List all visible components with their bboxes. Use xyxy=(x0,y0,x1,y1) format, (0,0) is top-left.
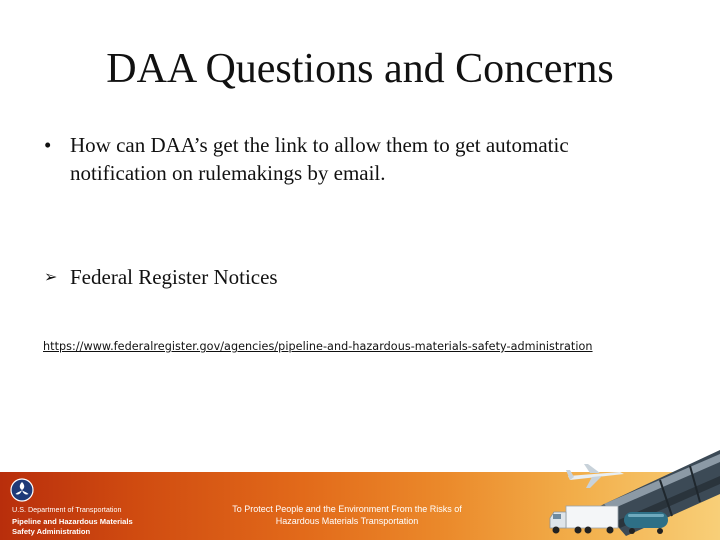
tagline-line-2: Hazardous Materials Transportation xyxy=(275,516,419,526)
bullet-item xyxy=(44,131,664,187)
airplane-icon xyxy=(566,464,624,488)
transportation-artwork xyxy=(540,436,720,540)
phmsa-name xyxy=(12,517,182,536)
phmsa-line-2: Safety Administration xyxy=(12,526,91,536)
arrow-bullet-icon: ➢ xyxy=(44,267,58,286)
dot-triskelion-icon xyxy=(10,478,34,502)
mission-tagline xyxy=(222,503,472,527)
sub-bullet-item xyxy=(44,263,664,291)
bullet-text: How can DAA’s get the link to allow them to get automatic notification on rulemakings by email. xyxy=(70,133,569,185)
federal-register-link[interactable]: https://www.federalregister.gov/agencies/pipeline-and-hazardous-materials-safety-administration xyxy=(43,340,593,353)
bullet-marker: • xyxy=(44,133,52,157)
sub-bullet-text: Federal Register Notices xyxy=(70,265,278,289)
slide-title: DAA Questions and Concerns xyxy=(106,46,614,92)
phmsa-line-1: Pipeline and Hazardous Materials xyxy=(12,517,133,526)
rail-tank-car-icon xyxy=(624,512,668,534)
dot-name: U.S. Department of Transportation xyxy=(12,505,122,514)
tagline-line-1: To Protect People and the Environment From the Risks of xyxy=(232,504,462,514)
semi-truck-icon xyxy=(550,506,618,534)
